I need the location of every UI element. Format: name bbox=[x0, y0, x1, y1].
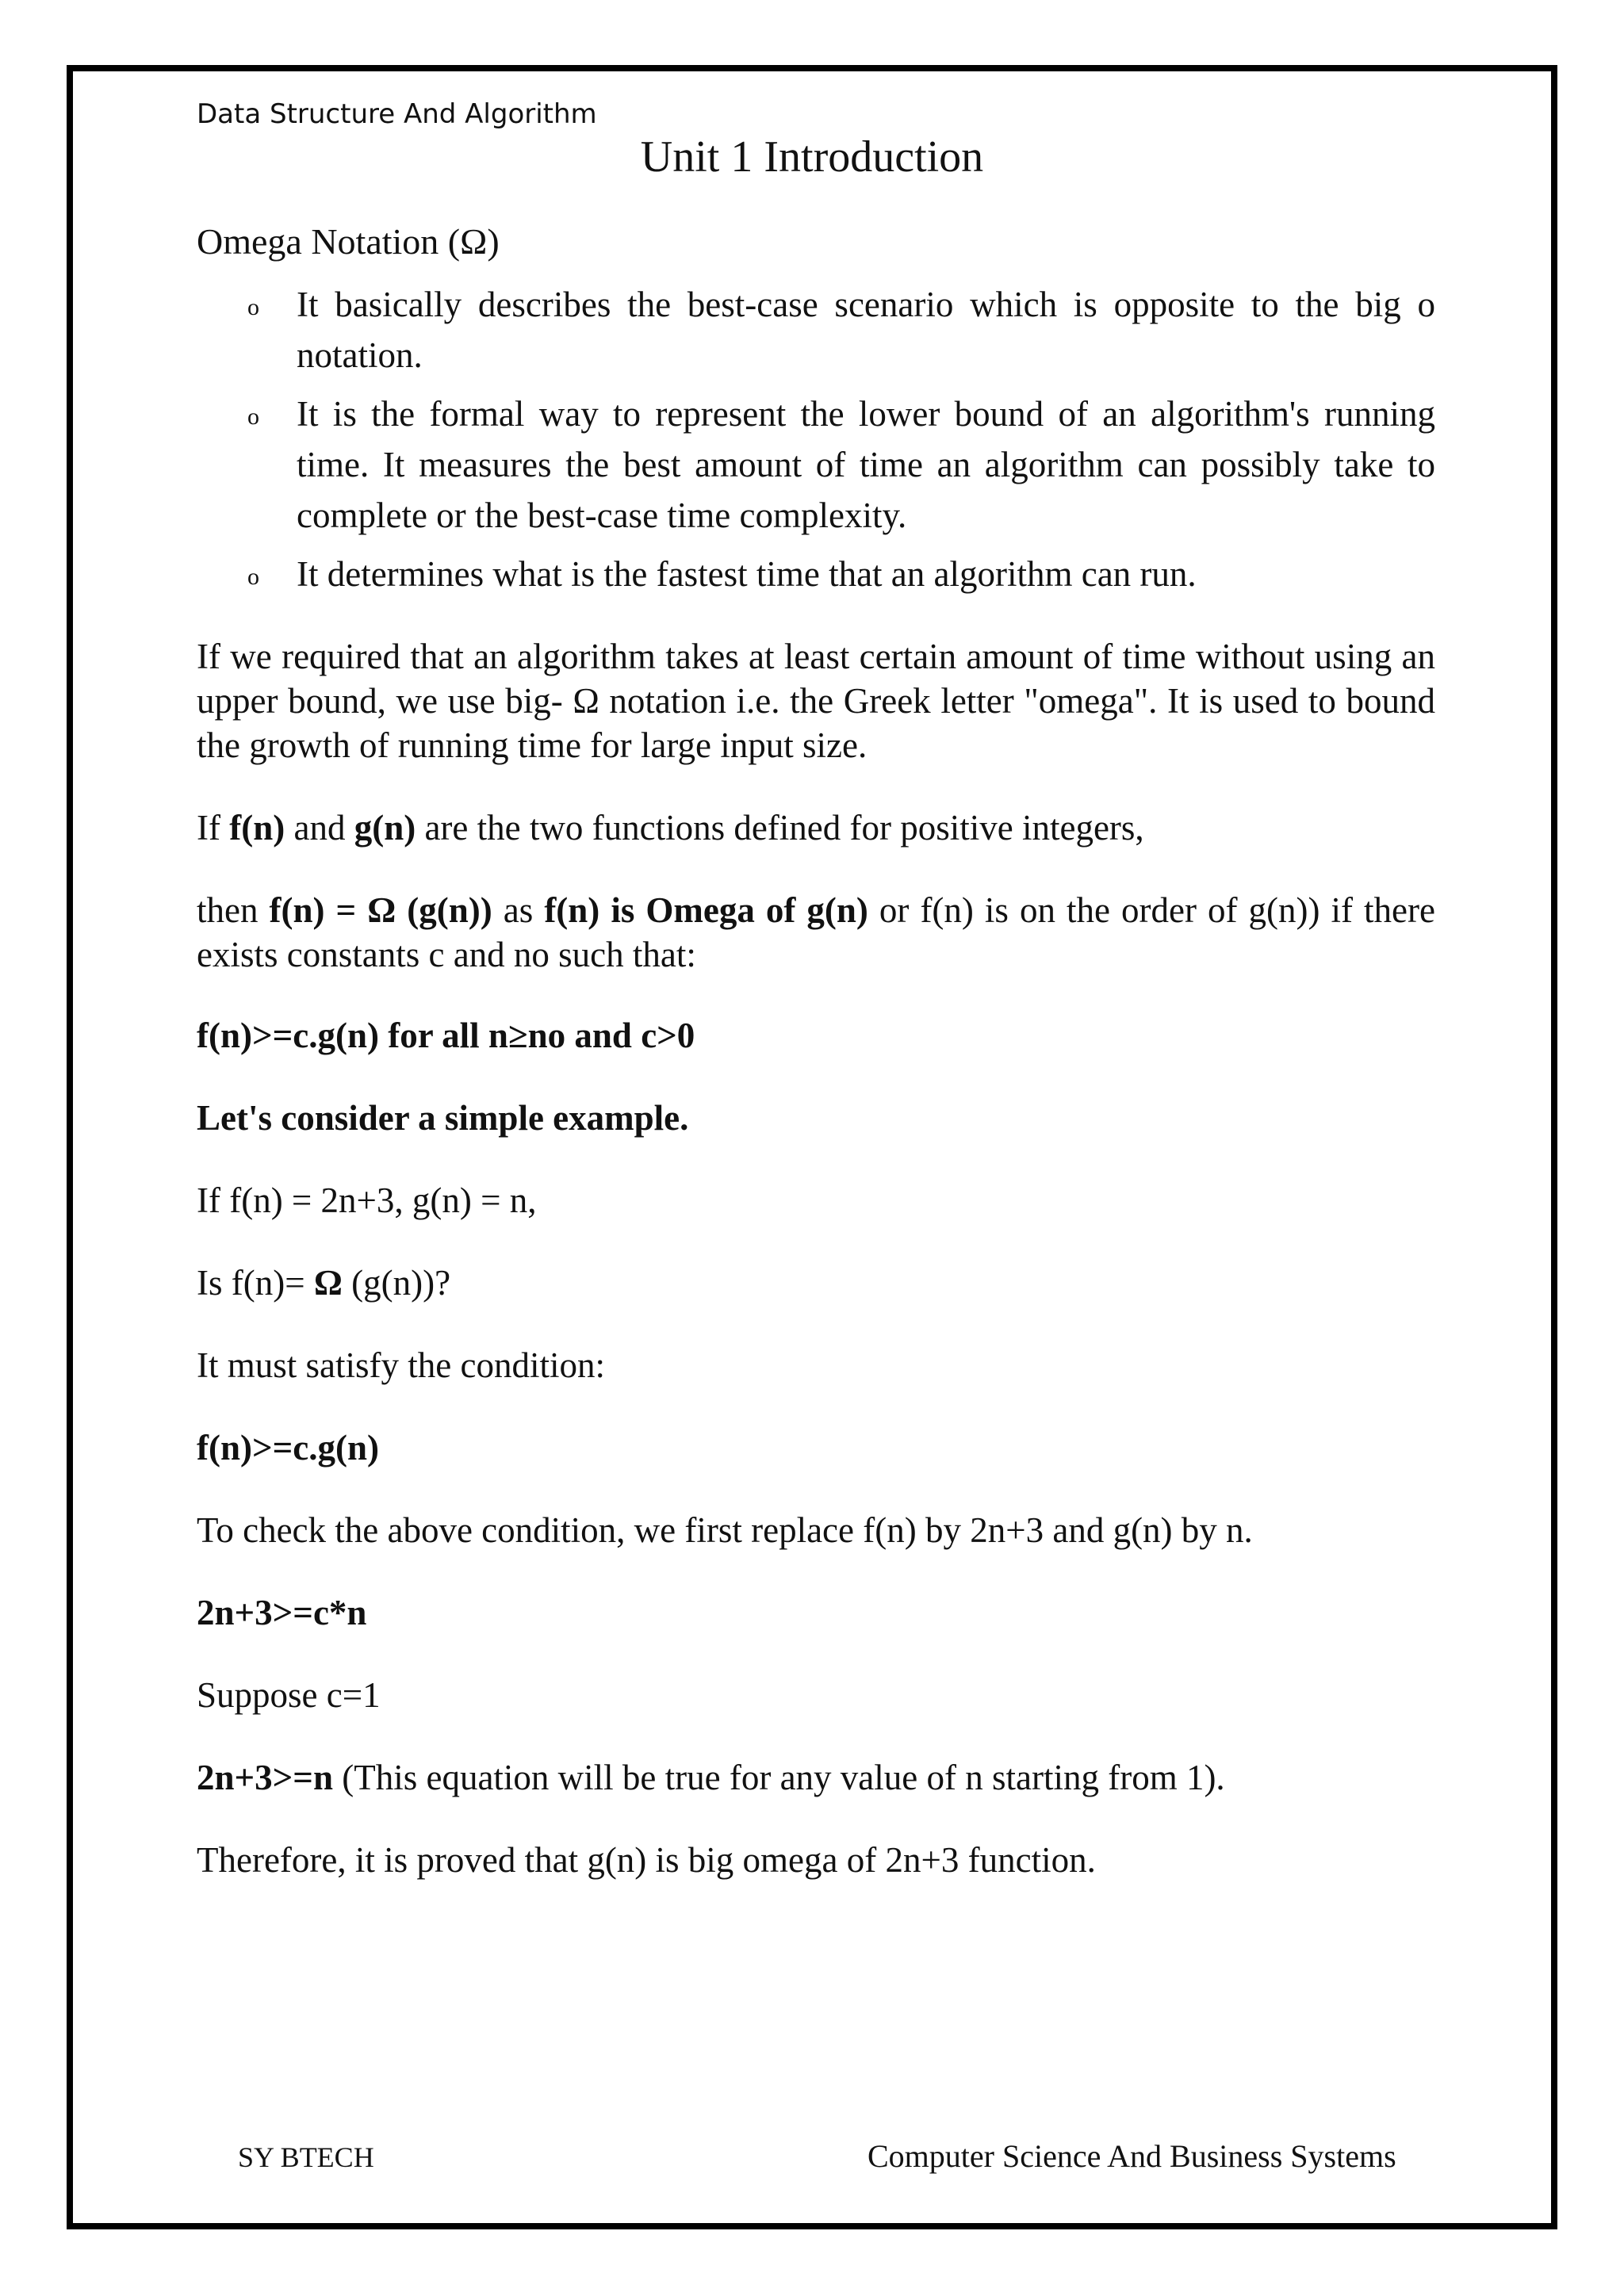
bold-text: g(n) bbox=[354, 808, 416, 848]
bold-text: f(n) is Omega of g(n) bbox=[544, 890, 868, 930]
text: and bbox=[285, 808, 354, 848]
bold-text: f(n)>=c.g(n) bbox=[197, 1428, 379, 1468]
replace-text: To check the above condition, we first replace f(n) by 2n+3 and g(n) by n. bbox=[197, 1510, 1253, 1550]
bold-text: f(n) bbox=[229, 808, 285, 848]
text: (g(n))? bbox=[342, 1263, 451, 1303]
paragraph-definition bbox=[197, 888, 1435, 977]
text: or f(n) is on the order of g(n)) if there exists constants c and no such that: bbox=[197, 890, 1435, 974]
circle-bullet-icon: o bbox=[247, 294, 259, 320]
text: then bbox=[197, 890, 270, 930]
example-question bbox=[197, 1261, 450, 1305]
bold-text: f(n)>=c.g(n) for all n≥no and c>0 bbox=[197, 1016, 695, 1055]
list-item bbox=[197, 549, 1435, 599]
bold-text: f(n) = Ω (g(n)) bbox=[269, 890, 492, 930]
bullet-text: It basically describes the best-case scenario which is opposite to the big o notation. bbox=[297, 285, 1435, 375]
text: If bbox=[197, 808, 230, 848]
footer-right: Computer Science And Business Systems bbox=[868, 2138, 1396, 2174]
must-satisfy-text: It must satisfy the condition: bbox=[197, 1345, 605, 1385]
example-given: If f(n) = 2n+3, g(n) = n, bbox=[197, 1181, 537, 1220]
text: (This equation will be true for any value of n starting from 1). bbox=[332, 1758, 1225, 1797]
paragraph-intro: If we required that an algorithm takes at least certain amount of time without using an upper bound, we use big- Ω notation i.e. the Greek letter "omega". It is used to bound the growth of running time for large input size. bbox=[197, 637, 1435, 765]
result-text bbox=[197, 1755, 1225, 1800]
bold-text: Let's consider a simple example. bbox=[197, 1098, 689, 1138]
paragraph-functions bbox=[197, 806, 1144, 850]
text: are the two functions defined for positive integers, bbox=[416, 808, 1144, 848]
suppose-text: Suppose c=1 bbox=[197, 1675, 381, 1715]
footer-left: SY BTECH bbox=[238, 2141, 374, 2173]
circle-bullet-icon: o bbox=[247, 404, 259, 430]
bullet-list bbox=[197, 279, 1435, 607]
text: as bbox=[492, 890, 545, 930]
conclusion-text: Therefore, it is proved that g(n) is big omega of 2n+3 function. bbox=[197, 1840, 1096, 1880]
bold-text: 2n+3>=n bbox=[197, 1758, 333, 1797]
section-heading: Omega Notation (Ω) bbox=[197, 221, 500, 262]
bullet-text: It determines what is the fastest time that an algorithm can run. bbox=[297, 554, 1197, 594]
inequality bbox=[197, 1590, 366, 1635]
circle-bullet-icon: o bbox=[247, 564, 259, 590]
text: Is f(n)= bbox=[197, 1263, 314, 1303]
condition-short bbox=[197, 1425, 379, 1470]
bullet-text: It is the formal way to represent the lower bound of an algorithm's running time. It measures the best amount of time an algorithm can possibly take to complete or the best-case time complexity. bbox=[297, 394, 1435, 535]
list-item bbox=[197, 388, 1435, 541]
condition-statement bbox=[197, 1013, 695, 1058]
unit-title: Unit 1 Introduction bbox=[640, 132, 984, 182]
bold-text: 2n+3>=c*n bbox=[197, 1593, 367, 1632]
course-header: Data Structure And Algorithm bbox=[197, 98, 597, 130]
example-heading bbox=[197, 1096, 688, 1140]
list-item bbox=[197, 279, 1435, 381]
bold-text: Ω bbox=[313, 1263, 343, 1303]
